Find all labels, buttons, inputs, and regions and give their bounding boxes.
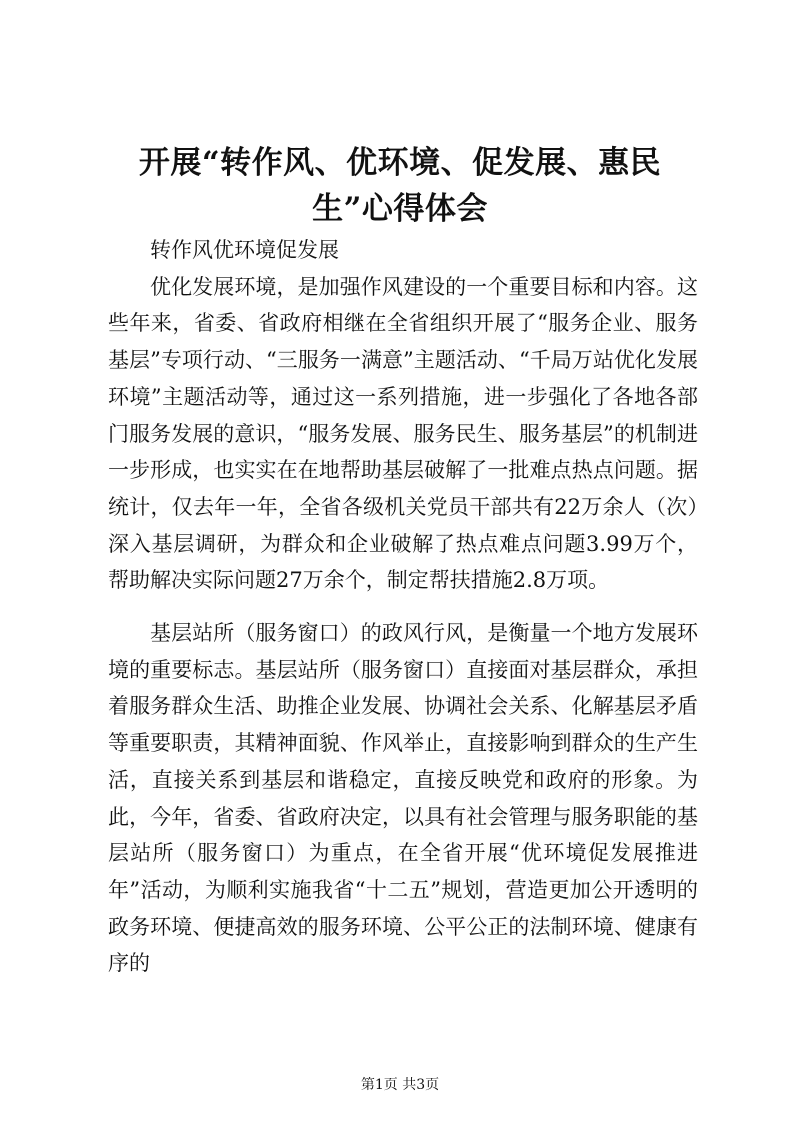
paragraph-2: 基层站所（服务窗口）的政风行风，是衡量一个地方发展环境的重要标志。基层站所（服务窗口）直接面对基层群众，承担着服务群众生活、助推企业发展、协调社会关系、化解基层矛盾等重要职责，其精神面貌、作风举止，直接影响到群众的生产生活，直接关系到基层和谐稳定，直接反映党和政府的形象。为此，今年，省委、省政府决定，以具有社会管理与服务职能的基层站所（服务窗口）为重点，在全省开展“优环境促发展推进年”活动，为顺利实施我省“十二五”规划，营造更加公开透明的政务环境、便捷高效的服务环境、公平公正的法制环境、健康有序的 [108,621,698,976]
page-number-indicator: 第1页 共3页 [360,1077,440,1093]
document-body [108,232,698,982]
document-subtitle: 转作风优环境促发展 [150,238,339,262]
document-title: 开展“转作风、优环境、促发展、惠民生”心得体会 [138,145,662,227]
paragraph-1: 优化发展环境，是加强作风建设的一个重要目标和内容。这些年来，省委、省政府相继在全省组织开展了“服务企业、服务基层”专项行动、“三服务一满意”主题活动、“千局万站优化发展环境”主题活动等，通过这一系列措施，进一步强化了各地各部门服务发展的意识，“服务发展、服务民生、服务基层”的机制进一步形成，也实实在在地帮助基层破解了一批难点热点问题。据统计，仅去年一年，全省各级机关党员干部共有22万余人（次）深入基层调研，为群众和企业破解了热点难点问题3.99万个，帮助解决实际问题27万余个，制定帮扶措施2.8万项。 [108,274,698,593]
page-footer [0,1076,800,1094]
